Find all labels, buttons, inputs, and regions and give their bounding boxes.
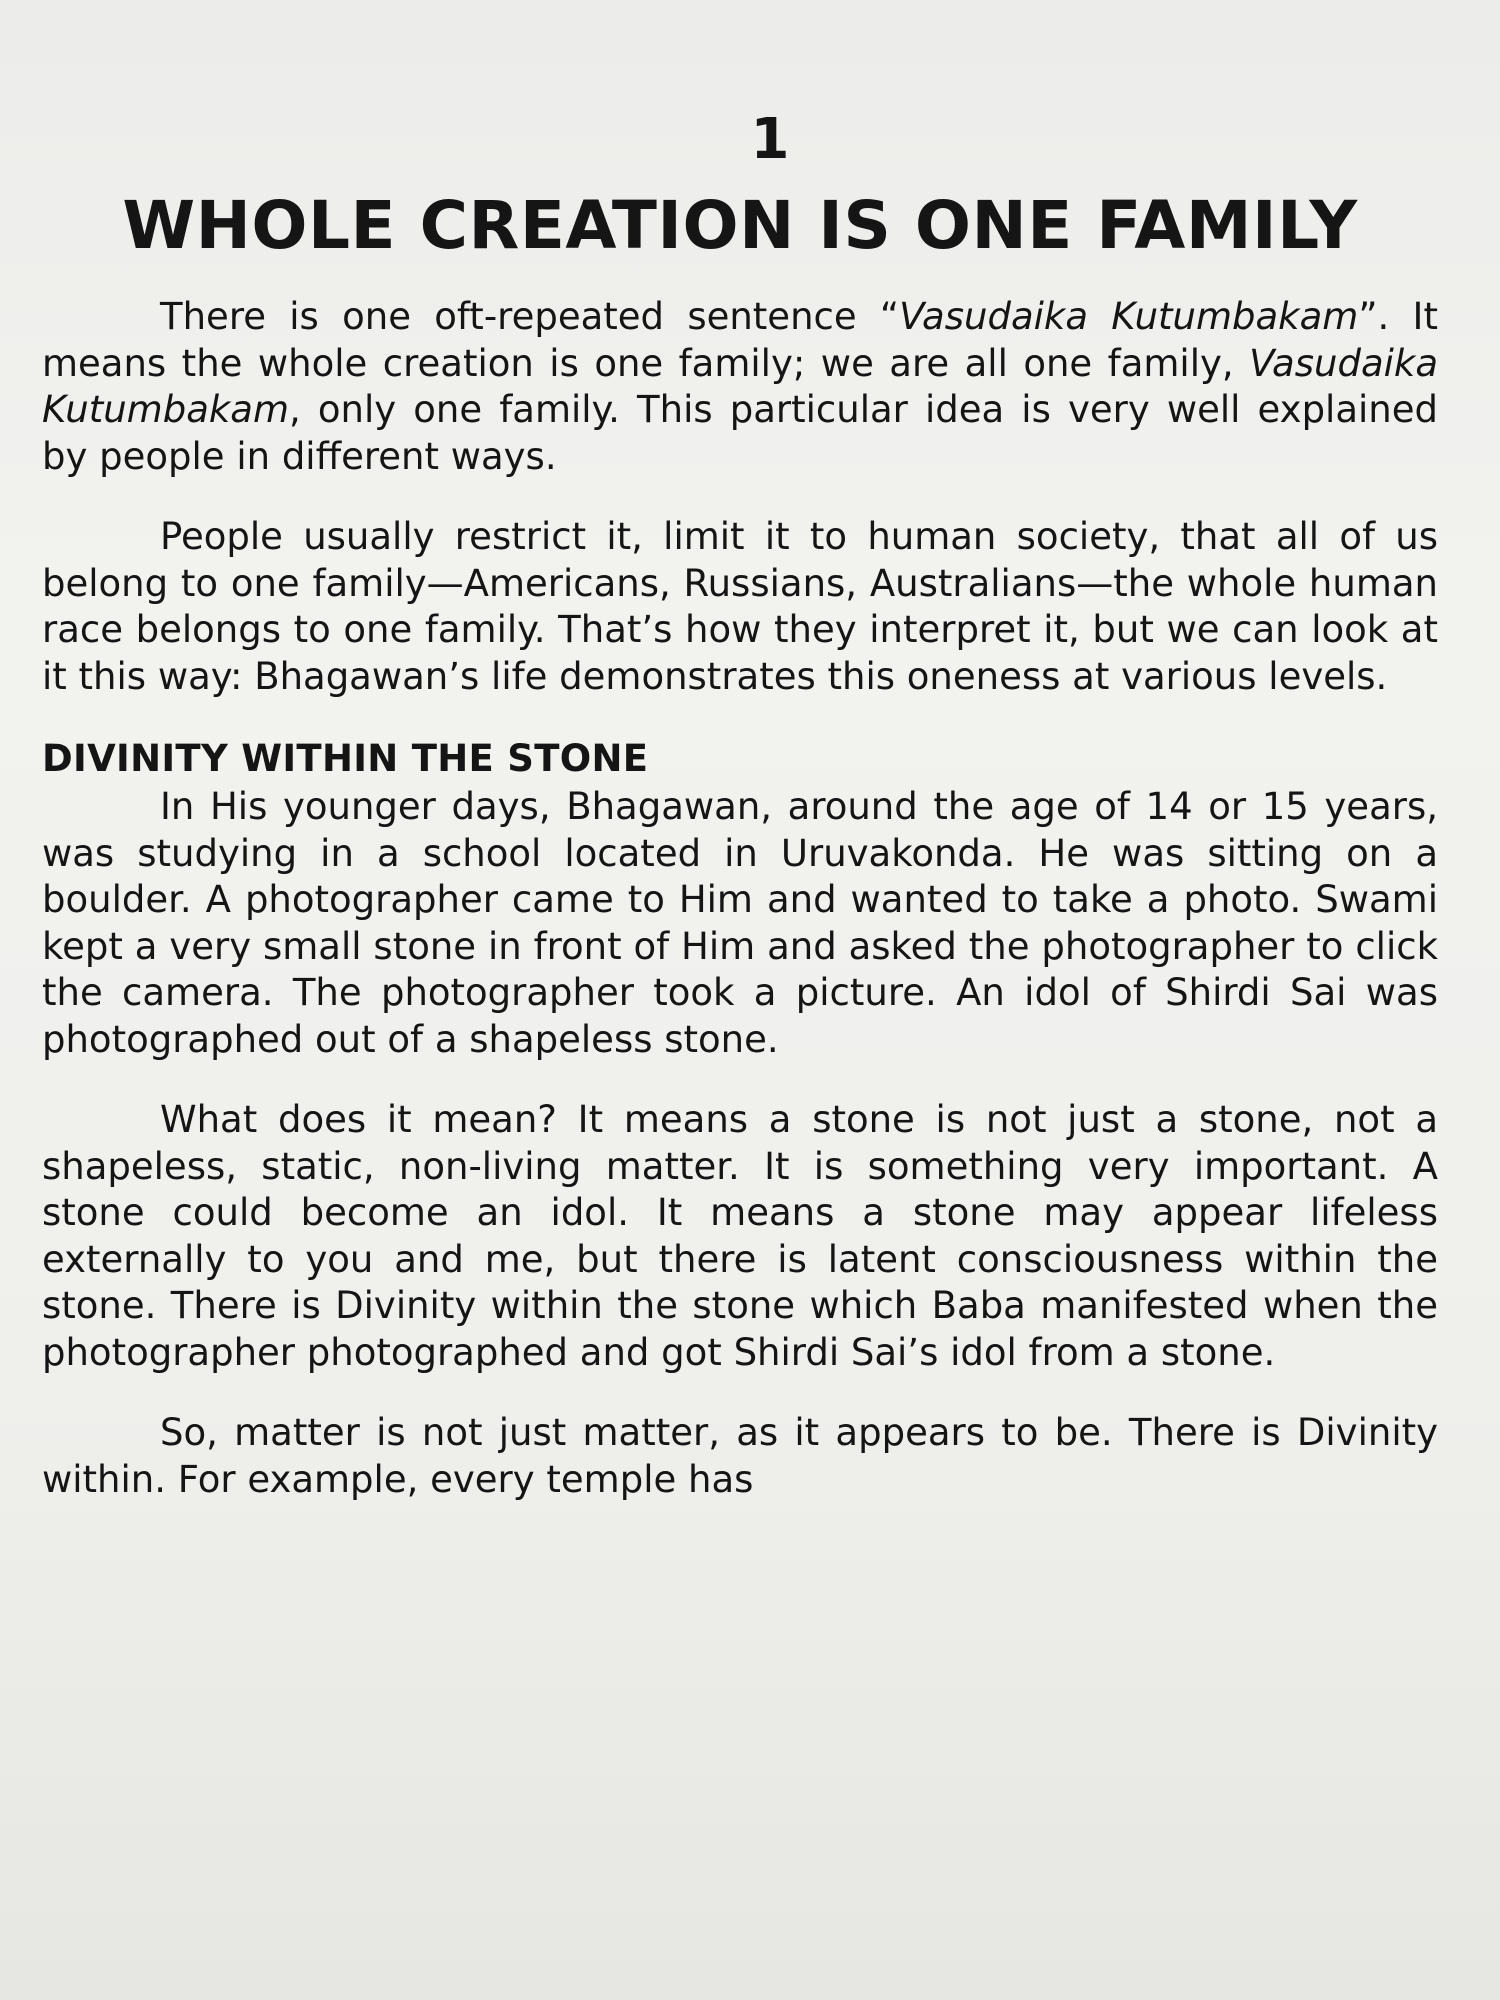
sanskrit-term: Vasudaika Kutumbakam: [899, 295, 1359, 338]
paragraph-intro-text-middle: ”. It means the whole creation is one family; we are all one family,: [42, 295, 1438, 385]
paragraph-meaning: What does it mean? It means a stone is not just a stone, not a shapeless, static, non-living matter. It is something very important. A stone could become an idol. It means a stone may appear lifeless externally to you and me, but there is latent consciousness within the stone. There is Divinity within the stone which Baba manifested when the photographer photographed and got Shirdi Sai’s idol from a stone.: [42, 1098, 1438, 1374]
chapter-number: 1: [750, 107, 790, 172]
paragraph-human-society: People usually restrict it, limit it to human society, that all of us belong to one family—Americans, Russians, Australians—the whole human race belongs to one family. That’s how they interpret it, but we can look at it this way: Bhagawan’s life demonstrates this oneness at various levels.: [42, 515, 1438, 698]
sanskrit-term: Vasudaika Kutumbakam: [42, 341, 1438, 431]
page-content: [42, 108, 1438, 1537]
paragraph-photographer-story: In His younger days, Bhagawan, around the age of 14 or 15 years, was studying in a school located in Uruvakonda. He was sitting on a boulder. A photographer came to Him and wanted to take a photo. Swami kept a very small stone in front of Him and asked the photographer to click the camera. The photographer took a picture. An idol of Shirdi Sai was photographed out of a shapeless stone.: [42, 785, 1438, 1061]
paragraph-intro: [42, 294, 1438, 480]
paragraph-intro-text-start: There is one oft-repeated sentence “: [160, 295, 900, 338]
paragraph-intro-text-end: , only one family. This particular idea is very well explained by people in different ways.: [42, 388, 1438, 478]
section-heading: DIVINITY WITHIN THE STONE: [42, 737, 649, 780]
paragraph-matter: So, matter is not just matter, as it appears to be. There is Divinity within. For example, every temple has: [42, 1411, 1438, 1501]
chapter-title: WHOLE CREATION IS ONE FAMILY: [122, 187, 1358, 264]
